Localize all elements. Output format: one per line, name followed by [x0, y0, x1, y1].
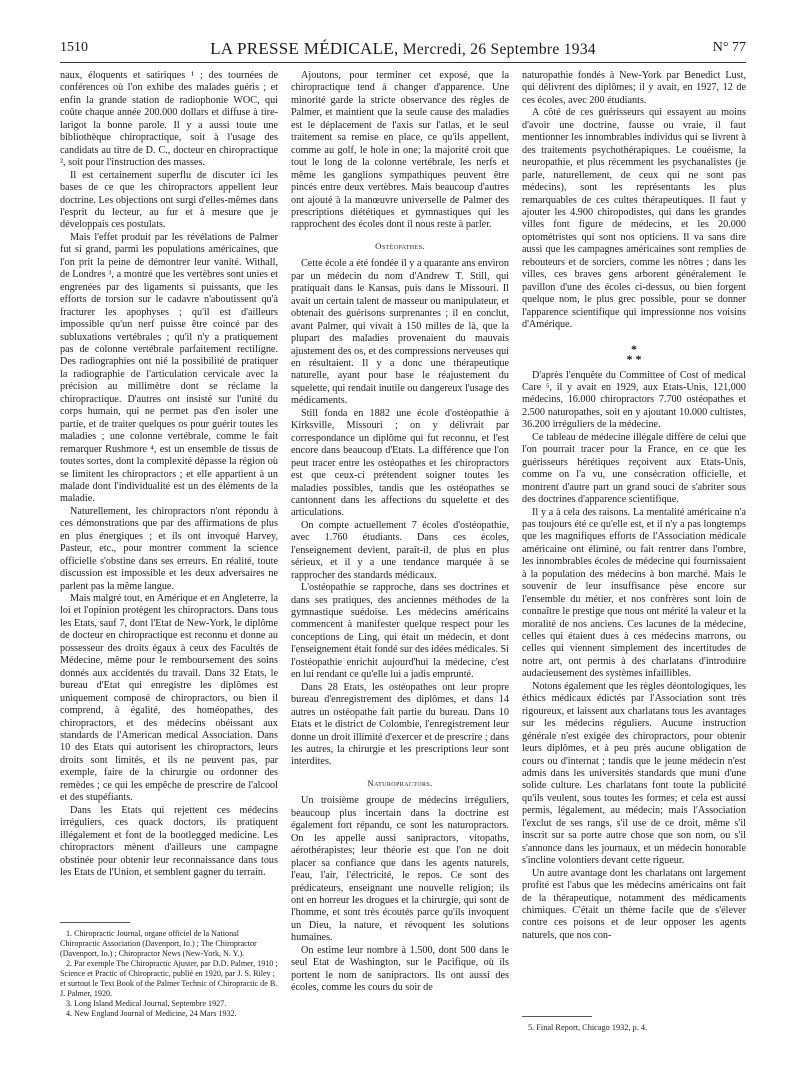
footnote: 2. Par exemple The Chiropractic Ajuster, par D.D. Palmer, 1910 ; Science et Practic of Chiropractic, publié en 1920, par J. S. Riley ; et surtout le Text Book of the Palmer Technic of Chiropractic de B. J. Palmer, 1920.	[60, 959, 278, 998]
column-3	[522, 70, 746, 942]
footnote: 3. Long Island Medical Journal, Septembre 1927.	[66, 999, 227, 1008]
footnotes-column-1	[60, 912, 278, 1019]
star-bottom: * *	[626, 351, 642, 366]
paragraph: L'ostéopathie se rapproche, dans ses doctrines et dans ses pratiques, des anciennes méthodes de la gymnastique suédoise. Les médecins américains commencent à manifester quelque respect pour les conceptions de Ling, qui était un médecin, et dont l'enseignement était fondé sur des idées médicales. Si l'ostéopathie enrichit aujourd'hui la médecine, c'est en lui rendant ce qu'elle lui a jadis emprunté.	[291, 582, 509, 681]
section-separator-stars	[522, 341, 746, 366]
footnote: 5. Final Report, Chicago 1932, p. 4.	[528, 1023, 648, 1032]
column-1	[60, 70, 278, 879]
footnote-rule	[60, 922, 130, 923]
paragraph: A côté de ces guérisseurs qui essayent au moins d'avoir une doctrine, fausse ou vraie, il faut mentionner les innombrables individus qui se livrent à des traitements psychothérapiques. Le couéisme, la neuropathie, et plus récemment les psychanalistes (je parle, naturellement, de ceux qui ne sont pas médecins), sont les représentants les plus remarquables de ces cultes thérapeutiques. Il faut y ajouter les 4.900 chiropodistes, qui dans les grandes villes font figure de médecins, et les 20.000 optométristes qui sont nos opticiens. Il va sans dire aussi que les campagnes américaines sont remplies de rebouteurs et de sorciers, comme les nôtres ; dans les villes, ces braves gens arborent généralement le pavillon d'une des écoles ci-dessus, ou bien forgent quelque nom, le plus grec possible, pour se donner l'apparence scientifique qui impressionne nos voisins d'Amérique.	[522, 107, 746, 331]
footnotes-column-3	[522, 1006, 746, 1033]
paragraph: On estime leur nombre à 1.500, dont 500 dans le seul Etat de Washington, sur le Pacifique, où ils portent le nom de sanipractors. Ils ont aussi des écoles, comme les cours du soir de	[291, 944, 509, 994]
footnote-rule	[522, 1016, 592, 1017]
paragraph: Notons également que les règles déontologiques, les éthics médicaux édictés par l'Association sont très rigoureux, et laissent aux charlatans tous les avantages sur les médecins réguliers. Aucune instruction générale n'est exigée des chiropractors, pour obtenir leurs diplômes, et à peu près aucune obligation de cours ou d'internat ; tandis que le jeune médecin n'est admis dans les universités standards que muni d'une solide culture. Les charlatans font toute la publicité qu'ils veulent, sous toutes les formes; et cela est aussi permis, légalement, au médecin; mais l'Association l'exclut de ses rangs, s'il use de ce droit, même s'il inscrit sur sa porte autre chose que son nom, ou s'il s'annonce dans les journaux, et un médecin honorable s'incline volontiers devant cette rigueur.	[522, 680, 746, 867]
paragraph: Dans les Etats qui rejettent ces médecins irréguliers, ces quack doctors, ils pratiquent illégalement et font de la bootlegged medicine. Les chiropractors mènent d'ailleurs une campagne obstinée pour obtenir leur reconnaissance dans tous les Etats de l'Union, et semblent gagner du terrain.	[60, 804, 278, 878]
footnote: 1. Chiropractic Journal, organe officiel de la National Chiropractic Association (Davenport, Io.) ; The Chiropractor (Davenport, Io.) ; Chiropractor News (New-York, N. Y.).	[60, 929, 257, 958]
paragraph: naux, éloquents et satiriques ¹ ; des tournées de conférences où l'on exhibe des malades guéris ; et enfin la grande station de radiophonie WOC, qui coûte chaque année 200.000 dollars et diffuse à tire-larigot la bonne parole. Il y a aussi toute une bibliothèque chiropractique, soit à l'usage des candidats au titre de D. C., docteur en chiropractique ², soit pour l'instruction des masses.	[60, 70, 278, 169]
paragraph: Mais l'effet produit par les révélations de Palmer fut si grand, parmi les populations américaines, que l'on prit la peine de démontrer leur vanité. Withall, de Londres ³, a montré que les vertèbres sont unies et engrenées par des ligaments si puissants, que les efforts de torsion sur le cadavre n'aboutissent qu'à fracturer les apophyses ; qu'il est d'ailleurs impossible qu'un nerf puisse être coincé par des subluxations vertébrales ; qu'il n'y a pratiquement pas de colonne vertébrale parfaitement rectiligne. Des radiographies ont nié la possibilité de pratiquer la radiographie de l'articulation cervicale avec la précision au millimètre dont se réclame la chiropractique. D'autres ont insisté sur l'unité du corps humain, qui ne permet pas d'en isoler une partie, et de traiter quelques os pour guérir toutes les maladies ; une colonne vertébrale, comme le fait remarquer Rushmore ⁴, est un ensemble de tissus de toutes sortes, dont la complexité dépasse la région où se limitent les chiropractors ; et elle appartient à un malade dont l'individualité est un des éléments de la maladie.	[60, 231, 278, 505]
paragraph: naturopathie fondés à New-York par Benedict Lust, qui délivrent des diplômes; il y avait, en 1927, 12 de ces écoles, avec 200 étudiants.	[522, 70, 746, 106]
paragraph: Un autre avantage dont les charlatans ont largement profité est l'abus que les médecins américains ont fait de la thérapeutique, notamment des médicaments chimiques. C'était un thème facile que de s'élever contre ces poisons et de leur opposer les agents naturels, que nos con-	[522, 867, 746, 941]
paragraph: D'après l'enquête du Committee of Cost of medical Care ⁵, il y avait en 1929, aux Etats-Unis, 121,000 médecins, 16.000 chiropractors 7.700 ostéopathes et 2.500 naturopathes, soit en y ajoutant 10.000 cultistes, 36.200 irréguliers de la médecine.	[522, 369, 746, 431]
paragraph: Il est certainement superflu de discuter ici les bases de ce que les chiropractors appellent leur doctrine. Les objections ont surgi d'elles-mêmes dans l'esprit du lecteur, au fur et à mesure que je développais ces postulats.	[60, 169, 278, 231]
paragraph: Ce tableau de médecine illégale diffère de celui que l'on pourrait tracer pour la France, en ce que les guérisseurs hérétiques reçoivent aux Etats-Unis, comme on l'a vu, une consécration officielle, et montrent d'autre part un grand souci de s'abriter sous des doctrines d'apparence scientifique.	[522, 431, 746, 506]
paragraph: Naturellement, les chiropractors n'ont répondu à ces démonstrations que par des affirmations de plus en plus énergiques ; et ils ont invoqué Harvey, Pasteur, etc., pour montrer comment la science officielle s'obstine dans ses erreurs. En réalité, toute discussion est impossible et les deux adversaires ne parlent pas la même langue.	[60, 505, 278, 592]
paragraph: Un troisième groupe de médecins irréguliers, beaucoup plus incertain dans la doctrine est également fort répandu, ce sont les naturopractors. On les appelle aussi sanipractors, vitopaths, aérothérapistes; leur théorie est que l'on ne doit placer sa confiance que dans les agents naturels, l'eau, l'air, l'électricité, le repos. Ce sont des prédicateurs, enseignant une nouvelle religion; ils ont en horreur les drogues et la chirurgie, qui sont de l'homme, et sont très écoutés parce qu'ils invoquent un Dieu, la nature, et révoquent les solutions humaines.	[291, 795, 509, 944]
section-heading-naturopractors: Naturopractors.	[367, 777, 433, 788]
issue-number: N° 77	[712, 40, 746, 55]
paragraph: Dans 28 Etats, les ostéopathes ont leur propre bureau d'enregistrement des diplômes, et dans 14 autres un ostéopathe fait partie du bureau. Dans 10 Etats et le district de Colombie, l'enregistrement leur donne un droit illimité d'exercer et de prescrire ; dans les autres, la chirurgie et les prescriptions leur sont interdites.	[291, 681, 509, 768]
running-title	[60, 39, 746, 59]
paragraph: Mais malgré tout, en Amérique et en Angleterre, la loi et l'opinion protègent les chiropractors. Dans tous les Etats, sauf 7, dont l'Etat de New-York, le diplôme de docteur en chiropractique est reconnu et donne au possesseur des droits égaux à ceux des Facultés de Médecine, même pour le remboursement des soins donnés aux accidentés du travail. Dans 32 Etats, le bureau d'Etat qui enregistre les diplômes est uniquement composé de chiropractors, ou bien il comprend, à égalité, des homéopathes, des chiropractors, et des médecins obéissant aux standards de l'American medical Association. Dans 10 des Etats qui autorisent les chiropractors, leurs droits sont limités, et ils ne peuvent pas, par exemple, faire de la chirurgie ou ordonner des remèdes ; ce qui les empêche de prescrire de l'alcool et des stupéfiants.	[60, 593, 278, 804]
page-header	[60, 40, 746, 63]
paragraph: On compte actuellement 7 écoles d'ostéopathie, avec 1.760 étudiants. Dans ces écoles, l'enseignement devient, paraît-il, de plus en plus sérieux, et il y a une tendance marquée à se rapprocher des standards médicaux.	[291, 519, 509, 581]
paragraph: Il y a à cela des raisons. La mentalité américaine n'a pas toujours été ce qu'elle est, et il n'y a pas longtemps que les magnifiques efforts de l'Association médicale américaine ont éliminé, ou fait rentrer dans l'ombre, les innombrables écoles de médecine qui fournissaient à la population des médecins à bon marché. Mais le souvenir de leur insuffisance pèse encore sur l'ensemble du métier, et nos confrères sont loin de connaître le prestige que nous ont mérité la valeur et la moralité de nos anciens. Ces lacunes de la médecine, celles qui étaient dues à ces médecins marrons, ou celles qui viennent simplement des incertitudes de notre art, ont permis à des charlatans d'introduire audacieusement des systèmes infaillibles.	[522, 506, 746, 680]
journal-name: LA PRESSE MÉDICALE,	[210, 39, 399, 58]
footnote: 4. New England Journal of Medicine, 24 Mars 1932.	[66, 1009, 237, 1018]
section-heading-osteopathes: Ostéopathes.	[375, 240, 425, 251]
paragraph: Ajoutons, pour terminer cet exposé, que la chiropractique tend à changer d'apparence. Une minorité garde la stricte observance des règles de Palmer, et maintient que la seule cause des maladies est le déplacement de l'axis sur l'atlas, et le seul traitement sa remise en place, ce qu'ils appellent, comme au golf, le hole in one; la majorité croit que tout le long de la colonne vertébrale, les nerfs et même les ganglions sympathiques peuvent être pincés entre deux vertèbres. Mais beaucoup d'autres ont ajouté à la manœuvre universelle de Palmer des prescriptions diététiques et gymnastiques qui les rapprochent des écoles dont il nous reste à parler.	[291, 70, 509, 231]
paragraph: Still fonda en 1882 une école d'ostéopathie à Kirksville, Missouri ; on y délivrait par correspondance un diplôme qui fut reconnu, et l'est encore dans beaucoup d'Etats. La différence que l'on peut tracer entre les ostéopathes et les chiropractors est que ceux-ci prétendent soigner toutes les maladies possibles, tandis que les ostéopathes se cantonnent dans les affections du squelette et des articulations.	[291, 407, 509, 519]
star-top: *	[631, 341, 637, 356]
column-2	[291, 70, 509, 995]
paragraph: Cette école a été fondée il y a quarante ans environ par un médecin du nom d'Andrew T. Still, qui pratiquait dans le Kansas, puis dans le Missouri. Il avait un certain talent de masseur ou manipulateur, et obtenait des guérisons surprenantes ; il en conclut, avant Palmer, qui vivait à 150 milles de là, que la plupart des maladies provenaient du mauvais ajustement des os, et des compressions nerveuses qui en résultaient. Il y a donc une thérapeutique naturelle, ayant pour base le réajustement du squelette, qui rendait inutile ou dangereux l'usage des médicaments.	[291, 258, 509, 407]
page-number: 1510	[60, 40, 88, 55]
issue-date: Mercredi, 26 Septembre 1934	[402, 41, 596, 58]
